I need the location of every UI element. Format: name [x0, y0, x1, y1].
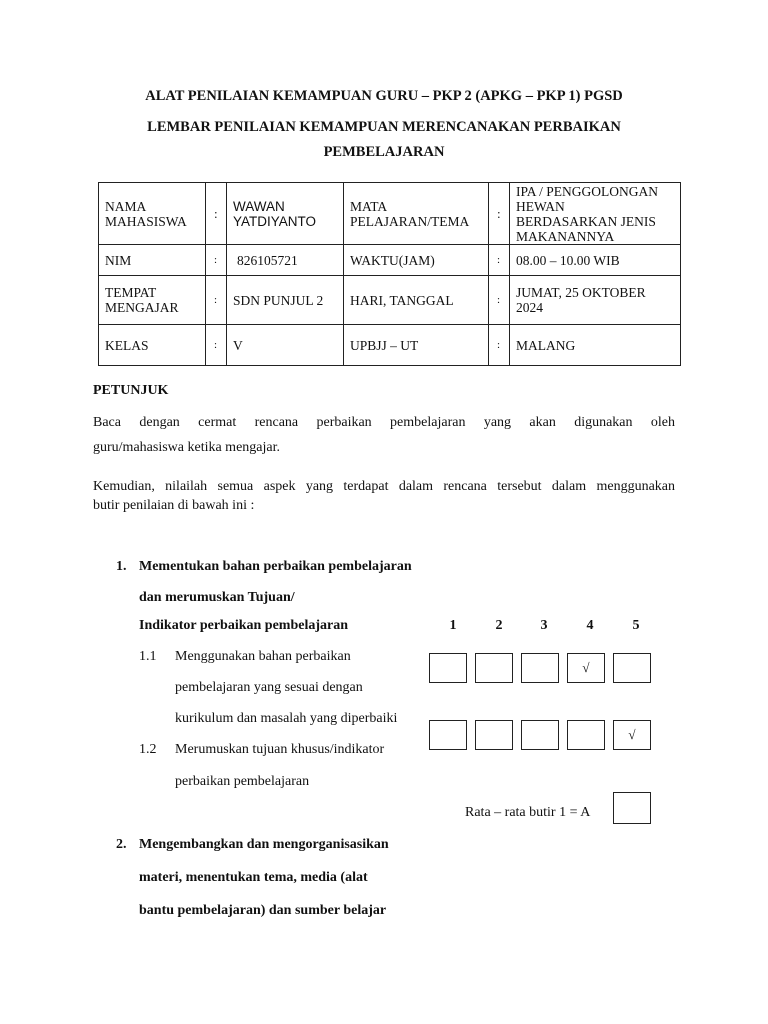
section-2-title-cont2: bantu pembelajaran) dan sumber belajar	[139, 903, 387, 918]
label-nim: NIM	[99, 245, 206, 276]
value-nim: 826105721	[227, 245, 344, 276]
score-box-1-1-1[interactable]	[429, 653, 467, 683]
score-header-4: 4	[586, 618, 594, 633]
score-box-1-1-3[interactable]	[521, 653, 559, 683]
value-tempat: SDN PUNJUL 2	[227, 276, 344, 325]
item-1-1-text-cont2: kurikulum dan masalah yang diperbaiki	[175, 711, 398, 726]
average-box[interactable]	[613, 792, 651, 824]
score-box-1-2-4[interactable]	[567, 720, 605, 750]
colon: :	[206, 245, 227, 276]
colon: :	[489, 245, 510, 276]
colon: :	[489, 325, 510, 366]
section-2-number: 2.	[116, 837, 127, 852]
item-1-2-text: Merumuskan tujuan khusus/indikator	[175, 742, 385, 757]
check-mark: √	[628, 727, 636, 742]
item-1-2-text-cont: perbaikan pembelajaran	[175, 774, 310, 789]
identity-table	[98, 182, 681, 366]
score-header-1: 1	[449, 618, 457, 633]
section-1-title-cont: dan merumuskan Tujuan/	[139, 590, 295, 605]
document-subtitle: LEMBAR PENILAIAN KEMAMPUAN MERENCANAKAN PERBAIKAN	[147, 119, 621, 135]
value-kelas: V	[227, 325, 344, 366]
value-waktu: 08.00 – 10.00 WIB	[510, 245, 681, 276]
section-1-number: 1.	[116, 559, 127, 574]
average-label: Rata – rata butir 1 = A	[465, 805, 591, 820]
colon: :	[489, 183, 510, 245]
colon: :	[489, 276, 510, 325]
score-header-3: 3	[540, 618, 548, 633]
score-box-1-2-1[interactable]	[429, 720, 467, 750]
label-mata-pelajaran: MATA PELAJARAN/TEMA	[344, 183, 489, 245]
section-1-indicator-label: Indikator perbaikan pembelajaran	[139, 618, 348, 633]
section-2-title-cont: materi, menentukan tema, media (alat	[139, 870, 368, 885]
section-2-title: Mengembangkan dan mengorganisasikan	[139, 837, 389, 852]
table-row	[99, 325, 681, 366]
score-box-1-1-5[interactable]	[613, 653, 651, 683]
score-box-1-1-4[interactable]	[567, 653, 605, 683]
score-box-1-2-3[interactable]	[521, 720, 559, 750]
label-upbjj: UPBJJ – UT	[344, 325, 489, 366]
colon: :	[206, 276, 227, 325]
label-nama: NAMA MAHASISWA	[99, 183, 206, 245]
label-waktu: WAKTU(JAM)	[344, 245, 489, 276]
score-box-1-1-2[interactable]	[475, 653, 513, 683]
colon: :	[206, 183, 227, 245]
section-1-title: Mementukan bahan perbaikan pembelajaran	[139, 559, 412, 574]
petunjuk-paragraph-1-cont: guru/mahasiswa ketika mengajar.	[93, 440, 280, 455]
score-header-2: 2	[495, 618, 503, 633]
item-1-2-number: 1.2	[139, 742, 157, 757]
petunjuk-paragraph-2-cont: butir penilaian di bawah ini :	[93, 498, 255, 513]
score-box-1-2-5[interactable]	[613, 720, 651, 750]
petunjuk-paragraph-2: Kemudian, nilailah semua aspek yang terdapat dalam rencana tersebut dalam menggunakan	[93, 479, 675, 494]
table-row	[99, 245, 681, 276]
value-upbjj: MALANG	[510, 325, 681, 366]
value-hari-tanggal: JUMAT, 25 OKTOBER 2024	[510, 276, 681, 325]
document-title: ALAT PENILAIAN KEMAMPUAN GURU – PKP 2 (APKG – PKP 1) PGSD	[145, 88, 623, 104]
item-1-1-text: Menggunakan bahan perbaikan	[175, 649, 351, 664]
petunjuk-heading: PETUNJUK	[93, 383, 169, 398]
table-row	[99, 183, 681, 245]
document-subtitle-cont: PEMBELAJARAN	[323, 144, 445, 160]
item-1-1-text-cont: pembelajaran yang sesuai dengan	[175, 680, 363, 695]
table-row	[99, 276, 681, 325]
check-mark: √	[582, 660, 590, 675]
label-kelas: KELAS	[99, 325, 206, 366]
score-header-5: 5	[632, 618, 640, 633]
score-box-1-2-2[interactable]	[475, 720, 513, 750]
petunjuk-paragraph-1: Baca dengan cermat rencana perbaikan pembelajaran yang akan digunakan oleh	[93, 415, 675, 430]
value-mata-pelajaran: IPA / PENGGOLONGAN HEWAN BERDASARKAN JENIS MAKANANNYA	[510, 183, 681, 245]
colon: :	[206, 325, 227, 366]
value-nama: WAWAN YATDIYANTO	[227, 183, 344, 245]
label-hari-tanggal: HARI, TANGGAL	[344, 276, 489, 325]
label-tempat: TEMPAT MENGAJAR	[99, 276, 206, 325]
item-1-1-number: 1.1	[139, 649, 157, 664]
